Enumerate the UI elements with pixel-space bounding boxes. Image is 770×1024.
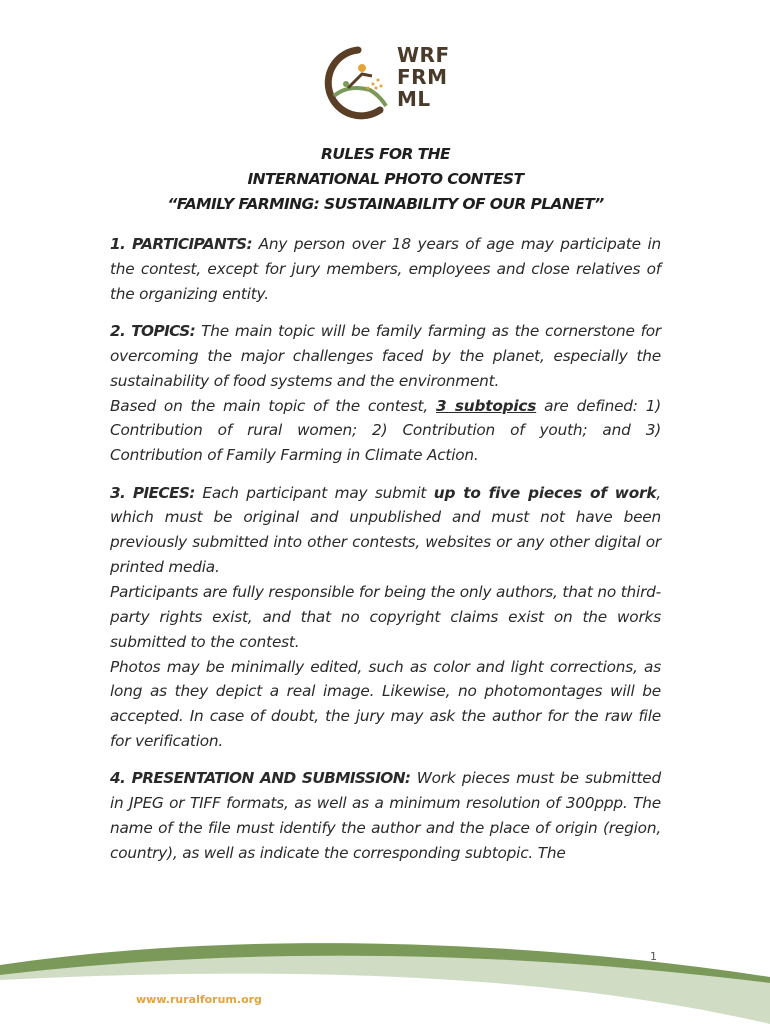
subtopics-emphasis: 3 subtopics <box>435 396 537 415</box>
title-line: RULES FOR THE <box>321 145 450 163</box>
logo-text <box>397 44 450 110</box>
logo-line: ML <box>397 87 431 111</box>
text-span: are defined: 1) Contribution of rural women; 2) Contribution of youth; and 3) Contribution of Family Farming in Climate Action. <box>110 396 662 465</box>
text-span: Each participant may submit <box>194 483 434 502</box>
bold-phrase: up to five pieces of work <box>433 483 657 502</box>
pieces-paragraph-2: Participants are fully responsible for being the only authors, that no third-party rights exist, and that no copyright claims exist on the works submitted to the contest. <box>110 582 661 651</box>
section-text: Work pieces must be submitted in JPEG or TIFF formats, as well as a minimum resolution of 300ppp. The name of the file must identify the author and the place of origin (region, country), as well as indicate the corresponding subtopic. The <box>110 769 662 862</box>
section-heading: 3. PIECES: <box>110 483 195 502</box>
topics-subtopics-paragraph <box>110 394 661 469</box>
section-topics <box>110 319 661 394</box>
footer-wave-icon <box>0 935 770 1024</box>
section-presentation <box>110 766 661 865</box>
section-text: The main topic will be family farming as the cornerstone for overcoming the major challenges faced by the planet, especially the sustainability of food systems and the environment. <box>110 322 661 390</box>
footer-url-link[interactable]: www.ruralforum.org <box>136 993 262 1006</box>
section-heading: 1. PARTICIPANTS: <box>110 235 252 253</box>
section-pieces <box>110 481 661 580</box>
section-participants <box>110 232 661 307</box>
page-number: 1 <box>650 950 657 963</box>
section-heading: 2. TOPICS: <box>110 322 196 341</box>
document-title <box>110 142 661 217</box>
section-text: Any person over 18 years of age may participate in the contest, except for jury members, employees and close relatives of the organizing entity. <box>110 235 661 303</box>
text-span: , which must be original and unpublished and must not have been previously submitted into other contests, websites or any other digital or printed media. <box>110 483 661 577</box>
text-span: Based on the main topic of the contest, <box>110 396 436 415</box>
logo-line: WRF <box>397 43 450 67</box>
title-line: INTERNATIONAL PHOTO CONTEST <box>247 170 524 188</box>
logo-line: FRM <box>397 65 448 89</box>
section-heading: 4. PRESENTATION AND SUBMISSION: <box>110 769 411 788</box>
pieces-paragraph-3: Photos may be minimally edited, such as color and light corrections, as long as they depict a real image. Likewise, no photomontages will be accepted. In case of doubt, the jury may ask the author for the raw file for verification. <box>110 657 661 751</box>
title-line: “FAMILY FARMING: SUSTAINABILITY OF OUR PLANET” <box>167 195 604 213</box>
document-body <box>110 232 661 866</box>
